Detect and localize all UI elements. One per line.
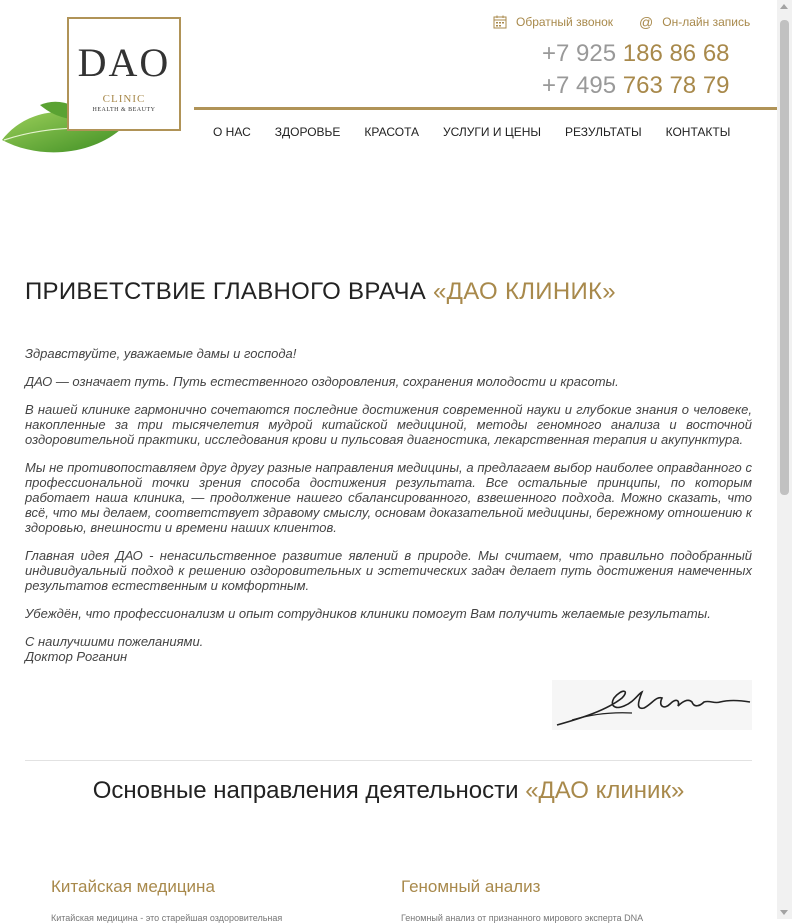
letter-paragraph: Убеждён, что профессионализм и опыт сотрудников клиники помогут Вам получить желаемые результаты.	[25, 606, 711, 621]
nav-item-services[interactable]: УСЛУГИ И ЦЕНЫ	[443, 125, 542, 139]
direction-card[interactable]	[51, 877, 376, 923]
direction-card[interactable]	[401, 877, 726, 923]
scrollbar[interactable]	[777, 0, 792, 919]
nav-item-results[interactable]: РЕЗУЛЬТАТЫ	[565, 125, 642, 139]
logo-text: DAO	[77, 40, 171, 85]
letter-sign-off	[25, 634, 752, 664]
letter-paragraph: Здравствуйте, уважаемые дамы и господа!	[25, 346, 297, 361]
direction-text: Китайская медицина - это старейшая оздоровительная	[51, 913, 283, 923]
title-text: ПРИВЕТСТВИЕ ГЛАВНОГО ВРАЧА	[25, 278, 427, 305]
phone-number: 186 86 68	[622, 40, 730, 67]
letter-paragraph: Мы не противопоставляем друг другу разные направления медицины, а предлагаем выбор наиболее оправданного с профессиональной точки зрения способа достижения результата. Все остальные принципы, по которым работает наша клиника, — продолжение нашего сбалансированного, взвешенного подхода. Можно сказать, что всё, что мы делаем, соответствует здравому смыслу, основам доказательной медицины, бережному отношению к здоровью, внешности и времени наших клиентов.	[25, 460, 752, 535]
calendar-icon	[493, 15, 507, 29]
logo-tagline: HEALTH & BEAUTY	[92, 107, 156, 113]
main-nav	[213, 125, 730, 139]
direction-text: Геномный анализ от признанного мирового эксперта DNA	[401, 913, 644, 923]
top-links	[493, 14, 750, 30]
directions-title-accent: «ДАО клиник»	[525, 777, 685, 804]
nav-item-contacts[interactable]: КОНТАКТЫ	[665, 125, 731, 139]
scroll-thumb[interactable]	[780, 20, 789, 495]
letter-author: Доктор Роганин	[25, 649, 128, 664]
directions-title	[25, 777, 752, 805]
nav-item-health[interactable]: ЗДОРОВЬЕ	[274, 125, 341, 139]
at-icon: @	[639, 14, 654, 30]
directions-title-text: Основные направления деятельности	[92, 777, 519, 804]
page-title	[25, 278, 752, 306]
direction-title[interactable]: Геномный анализ	[401, 877, 541, 896]
logo-box	[67, 17, 181, 131]
nav-item-about[interactable]: О НАС	[213, 125, 251, 139]
section-divider	[25, 760, 752, 761]
nav-item-beauty[interactable]: КРАСОТА	[364, 125, 420, 139]
booking-label: Он-лайн запись	[662, 15, 751, 29]
greeting-letter	[25, 346, 752, 664]
letter-paragraph: Главная идея ДАО - ненасильственное развитие явлений в природе. Мы считаем, что правильно подобранный индивидуальный подход к решению оздоровительных и эстетических задач делает путь достижения намеченных результатов естественным и комфортным.	[25, 548, 752, 593]
greeting-section	[25, 278, 752, 761]
phone-number: 763 78 79	[622, 72, 730, 99]
phone-link-2[interactable]	[542, 70, 730, 102]
phone-link-1[interactable]	[542, 38, 730, 70]
logo[interactable]	[0, 10, 190, 160]
direction-title[interactable]: Китайская медицина	[51, 877, 215, 896]
phones	[542, 38, 730, 102]
phone-code: +7 495	[542, 72, 617, 99]
scroll-down-icon[interactable]	[780, 910, 788, 915]
nav-divider	[194, 107, 777, 110]
letter-paragraph: В нашей клинике гармонично сочетаются последние достижения современной науки и глубокие знания о человеке, накопленные за три тысячелетия мудрой китайской медициной, методы геномного анализа и восточной оздоровительной практики, исследования крови и пульсовая диагностика, лекарственная терапия и акупунктура.	[25, 402, 752, 447]
signature-image	[552, 680, 752, 730]
logo-clinic: CLINIC	[102, 93, 146, 105]
callback-label: Обратный звонок	[516, 15, 614, 29]
title-accent: «ДАО КЛИНИК»	[433, 278, 616, 305]
letter-closing: С наилучшими пожеланиями.	[25, 634, 204, 649]
scroll-up-icon[interactable]	[780, 4, 788, 9]
booking-link[interactable]	[639, 14, 750, 30]
callback-link[interactable]	[493, 15, 613, 29]
letter-paragraph: ДАО — означает путь. Путь естественного оздоровления, сохранения молодости и красоты.	[25, 374, 619, 389]
phone-code: +7 925	[542, 40, 617, 67]
